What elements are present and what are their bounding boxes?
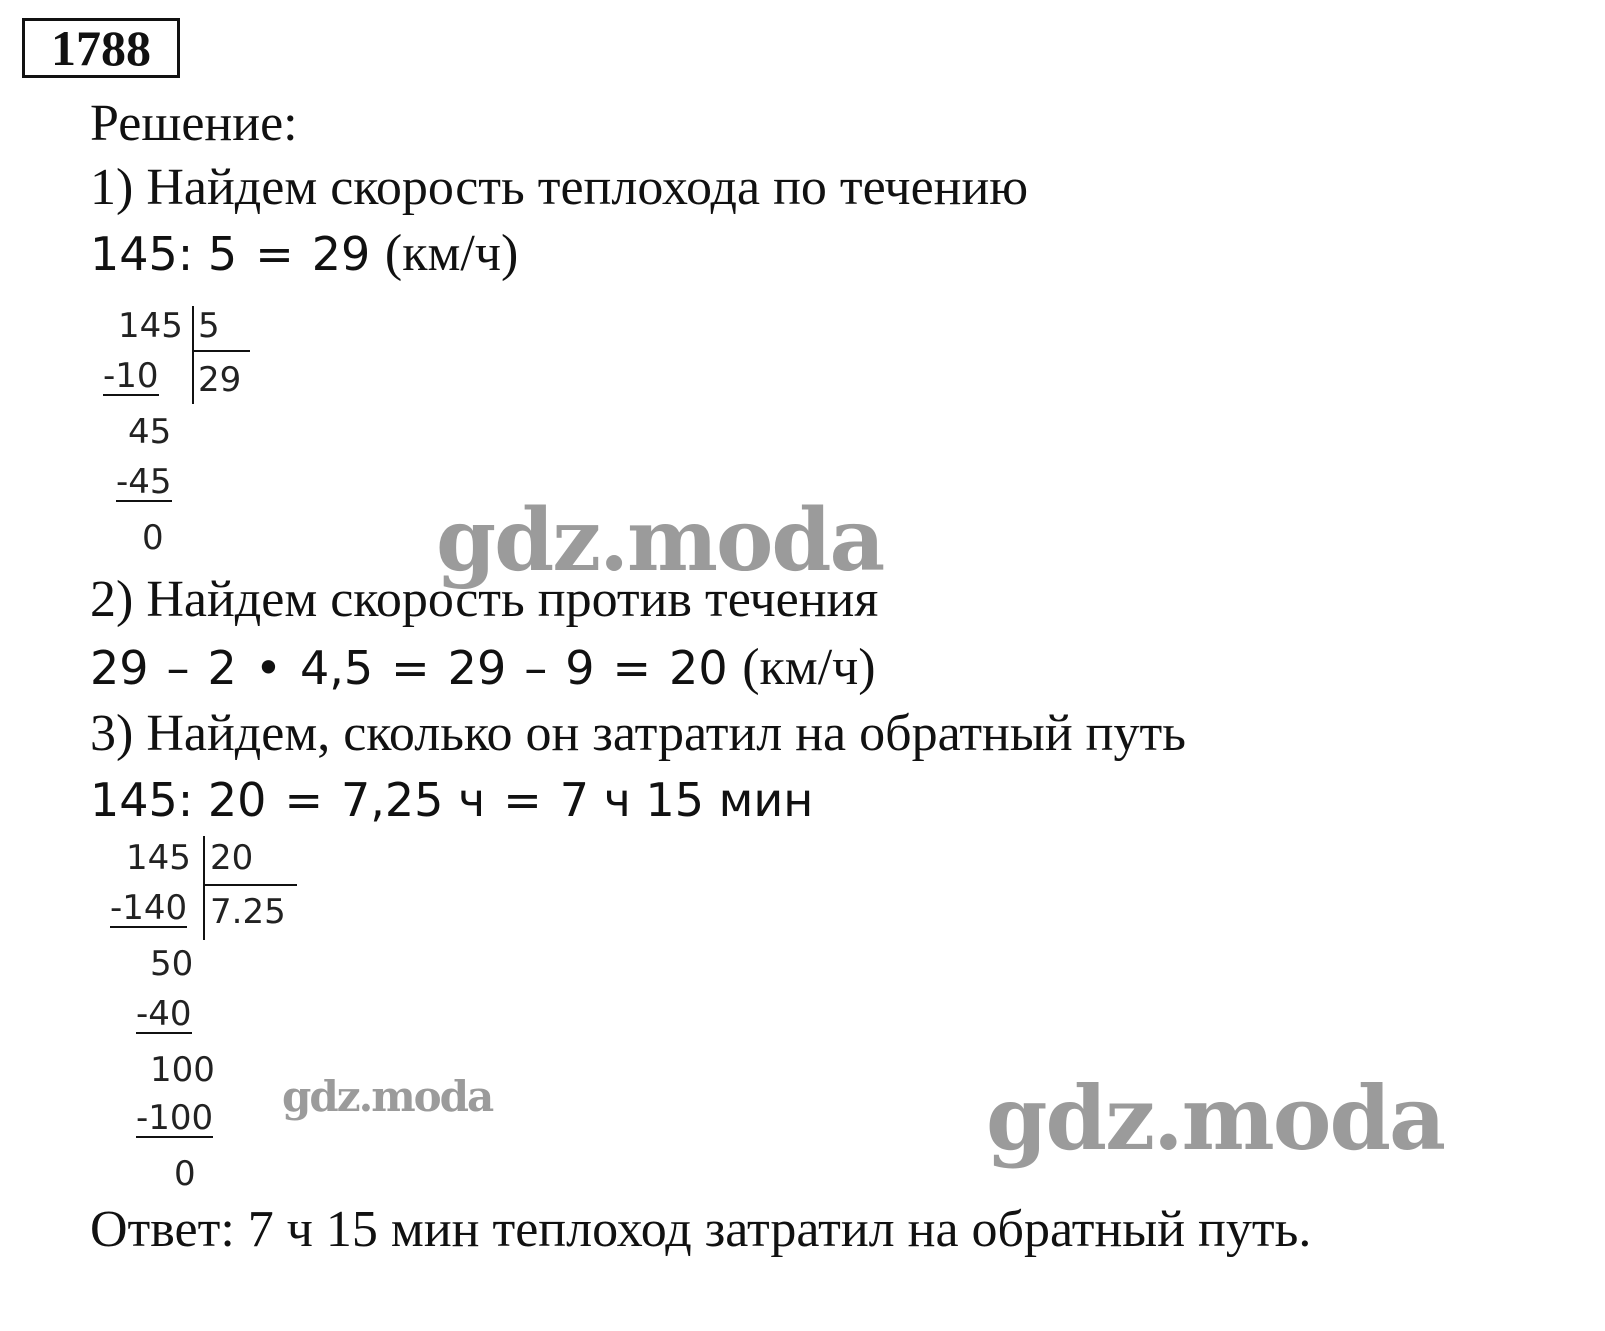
division-2-horizontal-bar bbox=[203, 884, 297, 886]
step-3-time-result: 7 ч 15 мин bbox=[559, 773, 814, 827]
division-2-step: -100 bbox=[136, 1098, 214, 1138]
division-1-divisor: 5 bbox=[198, 306, 220, 346]
division-2-vertical-bar bbox=[203, 836, 205, 940]
term: 2 bbox=[207, 641, 237, 695]
equals-sign: = bbox=[284, 773, 323, 827]
division-2-quotient: 7.25 bbox=[210, 892, 286, 932]
division-2-remainder: 0 bbox=[174, 1154, 196, 1194]
division-2-divisor: 20 bbox=[210, 838, 254, 878]
division-1-step: -10 bbox=[103, 356, 159, 396]
division-1-step: -45 bbox=[116, 462, 172, 502]
step-3-expression bbox=[90, 772, 813, 828]
term: 9 bbox=[565, 641, 595, 695]
step-1-result: 29 bbox=[311, 227, 371, 281]
division-2-step: -140 bbox=[110, 888, 188, 928]
step-1-division: 145: 5 bbox=[90, 227, 238, 281]
division-1-horizontal-bar bbox=[192, 350, 250, 352]
equals-sign: = bbox=[612, 641, 652, 695]
division-1-vertical-bar bbox=[192, 306, 194, 404]
division-2-step: -40 bbox=[136, 994, 192, 1034]
division-1-step: 45 bbox=[128, 412, 172, 452]
step-1-title: 1) Найдем скорость теплохода по течению bbox=[90, 159, 1029, 216]
watermark-logo: gdz.moda bbox=[986, 1066, 1445, 1170]
term: 29 bbox=[90, 641, 149, 695]
step-1-expression bbox=[90, 226, 518, 282]
multiply-sign: • bbox=[254, 641, 282, 695]
step-2-title: 2) Найдем скорость против течения bbox=[90, 571, 879, 628]
step-3-decimal-result: 7,25 ч bbox=[341, 773, 486, 827]
term: 4,5 bbox=[299, 641, 374, 695]
division-2-step: 100 bbox=[150, 1050, 215, 1090]
watermark-logo: gdz.moda bbox=[282, 1072, 493, 1121]
division-1-dividend: 145 bbox=[118, 306, 183, 346]
step-2-unit: (км/ч) bbox=[742, 639, 876, 696]
equals-sign: = bbox=[255, 227, 294, 281]
answer-text: Ответ: 7 ч 15 мин теплоход затратил на обратный путь. bbox=[90, 1201, 1312, 1258]
step-1-unit: (км/ч) bbox=[384, 225, 519, 282]
division-1-quotient: 29 bbox=[198, 360, 242, 400]
task-number: 1788 bbox=[22, 18, 180, 78]
division-2-step: 50 bbox=[150, 944, 194, 984]
step-3-title: 3) Найдем, сколько он затратил на обратный путь bbox=[90, 705, 1186, 762]
solution-heading: Решение: bbox=[90, 95, 298, 152]
minus-sign: – bbox=[524, 641, 548, 695]
equals-sign: = bbox=[503, 773, 542, 827]
division-2-dividend: 145 bbox=[126, 838, 191, 878]
term: 29 bbox=[447, 641, 507, 695]
minus-sign: – bbox=[166, 641, 190, 695]
equals-sign: = bbox=[391, 641, 430, 695]
step-2-result: 20 bbox=[669, 641, 728, 695]
step-3-division: 145: 20 bbox=[90, 773, 267, 827]
step-2-expression bbox=[90, 640, 876, 696]
watermark-logo: gdz.moda bbox=[436, 490, 884, 591]
division-1-remainder: 0 bbox=[142, 518, 164, 558]
